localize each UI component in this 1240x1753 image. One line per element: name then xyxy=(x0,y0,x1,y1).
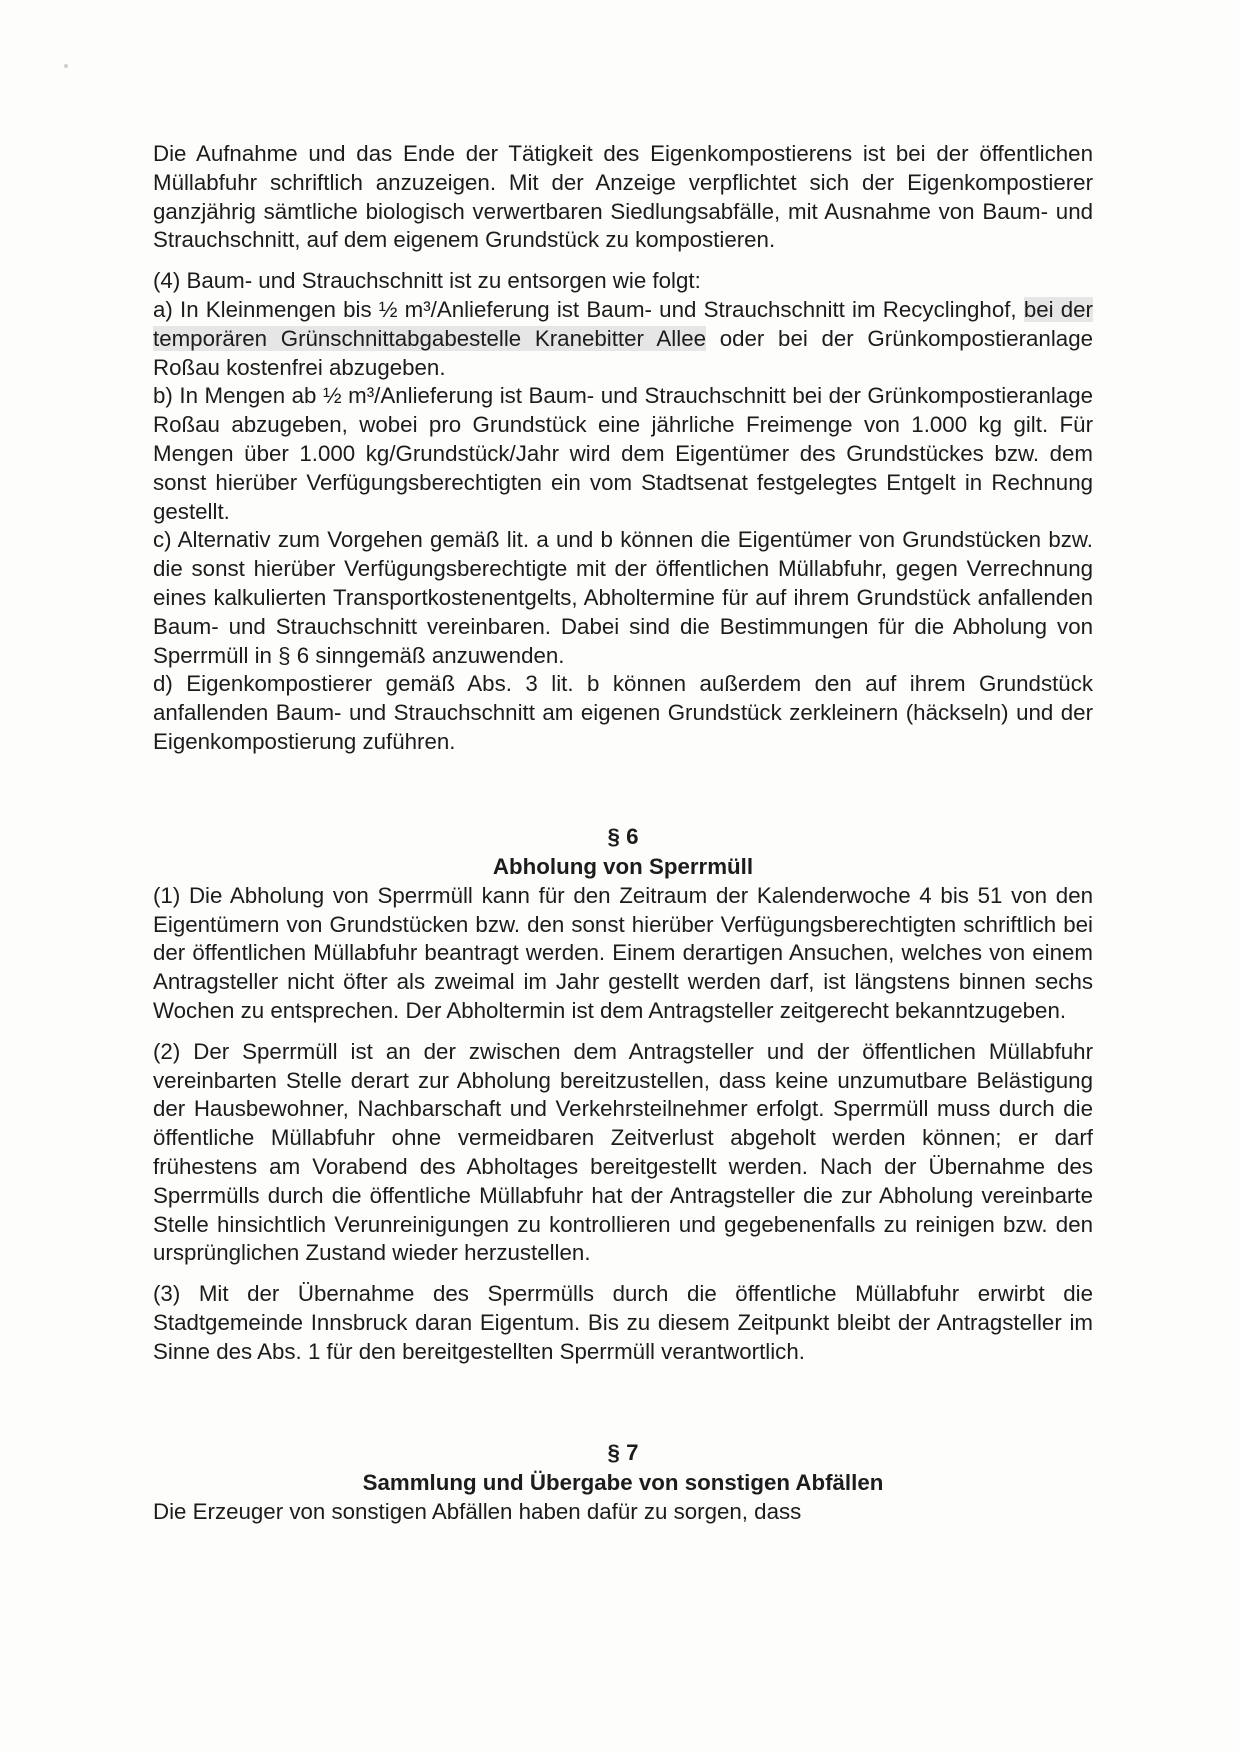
section6-title: Abholung von Sperrmüll xyxy=(492,853,754,879)
section-6 xyxy=(153,822,1093,1367)
section7-number: § 7 xyxy=(607,1440,639,1466)
abs4-lit-c: c) Alternativ zum Vorgehen gemäß lit. a und b können die Eigentümer von Grundstücken bzw. die sonst hierüber Verfügungsberechtigte mit der öffentlichen Müllabfuhr, gegen Verrechnung eines kalkulierten Transportkostenentgelts, Abholtermine für auf ihrem Grundstück anfallenden Baum- und Strauchschnitt vereinbaren. Dabei sind die Bestimmungen für die Abholung von Sperrmüll in § 6 sinngemäß anzuwenden. xyxy=(153,527,1093,668)
section6-abs3: (3) Mit der Übernahme des Sperrmülls durch die öffentliche Müllabfuhr erwirbt die Stadtgemeinde Innsbruck daran Eigentum. Bis zu diesem Zeitpunkt bleibt der Antragsteller im Sinne des Abs. 1 für den bereitgestellten Sperrmüll verantwortlich. xyxy=(153,1281,1093,1364)
document-page xyxy=(153,140,1093,1527)
abs4-lit-b: b) In Mengen ab ½ m³/Anlieferung ist Baum- und Strauchschnitt bei der Grünkompostieranlage Roßau abzugeben, wobei pro Grundstück eine jährliche Freimenge von 1.000 kg gilt. Für Mengen über 1.000 kg/Grundstück/Jahr wird dem Eigentümer des Grundstückes bzw. dem sonst hierüber Verfügungsberechtigten ein vom Stadtsenat festgelegtes Entgelt in Rechnung gestellt. xyxy=(153,383,1093,524)
scan-artifact xyxy=(64,64,68,68)
lit-a-highlight: bei der temporären Grünschnittabgabestelle Kranebitter Allee xyxy=(153,296,1093,351)
section6-number: § 6 xyxy=(607,823,639,849)
section6-abs2: (2) Der Sperrmüll ist an der zwischen dem Antragsteller und der öffentlichen Müllabfuhr vereinbarten Stelle derart zur Abholung bereitzustellen, dass keine unzumutbare Belästigung der Hausbewohner, Nachbarschaft und Verkehrsteilnehmer erfolgt. Sperrmüll muss durch die öffentliche Müllabfuhr ohne vermeidbaren Zeitverlust abgeholt werden können; er darf frühestens am Vorabend des Abholtages bereitgestellt werden. Nach der Übernahme des Sperrmülls durch die öffentliche Müllabfuhr hat der Antragsteller die zur Abholung vereinbarte Stelle hinsichtlich Verunreinigungen zu kontrollieren und gegebenenfalls zu reinigen bzw. den ursprünglichen Zustand wieder herzustellen. xyxy=(153,1038,1093,1266)
abs4-lit-d: d) Eigenkompostierer gemäß Abs. 3 lit. b können außerdem den auf ihrem Grundstück anfallenden Baum- und Strauchschnitt am eigenen Grundstück zerkleinern (häckseln) und der Eigenkompostierung zuführen. xyxy=(153,671,1093,754)
lit-a-text-start: a) In Kleinmengen bis ½ m³/Anlieferung ist Baum- und Strauchschnitt im Recyclinghof, xyxy=(153,296,1024,322)
section7-title: Sammlung und Übergabe von sonstigen Abfällen xyxy=(362,1470,884,1496)
abs4-lit-a xyxy=(153,296,1093,382)
section7-intro: Die Erzeuger von sonstigen Abfällen haben dafür zu sorgen, dass xyxy=(153,1499,802,1525)
lit-a-text-end: oder bei der Grünkompostieranlage Roßau kostenfrei abzugeben. xyxy=(153,325,1093,380)
section5-abs4 xyxy=(153,267,1093,757)
abs4-intro: (4) Baum- und Strauchschnitt ist zu entsorgen wie folgt: xyxy=(153,268,701,294)
section6-abs1: (1) Die Abholung von Sperrmüll kann für den Zeitraum der Kalenderwoche 4 bis 51 von den Eigentümern von Grundstücken bzw. den sonst hierüber Verfügungsberechtigten schriftlich bei der öffentlichen Müllabfuhr beantragt werden. Einem derartigen Ansuchen, welches von einem Antragsteller nicht öfter als zweimal im Jahr gestellt werden darf, ist längstens binnen sechs Wochen zu entsprechen. Der Abholtermin ist dem Antragsteller zeitgerecht bekanntzugeben. xyxy=(153,882,1093,1023)
section-7 xyxy=(153,1438,1093,1527)
intro-paragraph: Die Aufnahme und das Ende der Tätigkeit des Eigenkompostierens ist bei der öffentlichen Müllabfuhr schriftlich anzuzeigen. Mit der Anzeige verpflichtet sich der Eigenkompostierer ganzjährig sämtliche biologisch verwertbaren Siedlungsabfälle, mit Ausnahme von Baum- und Strauchschnitt, auf dem eigenem Grundstück zu kompostieren. xyxy=(153,141,1093,253)
